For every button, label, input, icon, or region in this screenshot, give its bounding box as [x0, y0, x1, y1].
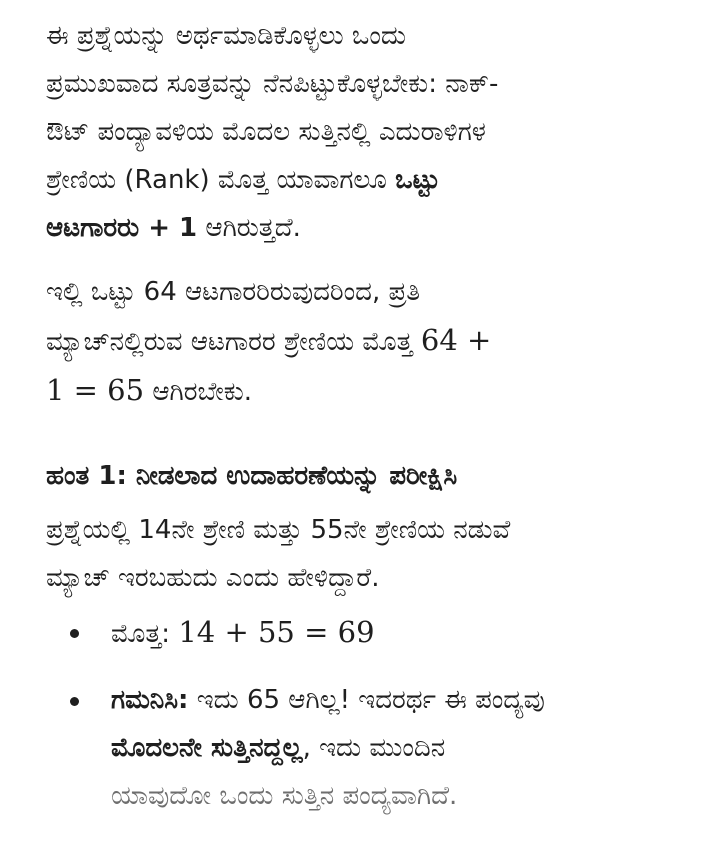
bullet-dot-icon	[70, 629, 79, 638]
intro-line-5: ಆಗಿರುತ್ತದೆ.	[197, 213, 301, 243]
step1-heading	[46, 452, 706, 500]
intro-paragraph	[46, 12, 706, 252]
intro-bold-formula: ಆಟಗಾರರು + 1	[46, 213, 198, 243]
intro-line-1: ಈ ಪ್ರಶ್ನೆಯನ್ನು ಅರ್ಥಮಾಡಿಕೊಳ್ಳಲು ಒಂದು	[46, 21, 406, 51]
intro-line-4: ಶ್ರೇಣಿಯ (Rank) ಮೊತ್ತ ಯಾವಾಗಲೂ	[46, 165, 396, 195]
list-item-sum	[46, 608, 706, 658]
total-line-1: ಇಲ್ಲಿ ಒಟ್ಟು 64 ಆಟಗಾರರಿರುವುದರಿಂದ, ಪ್ರತಿ	[46, 277, 421, 307]
intro-bold-total: ಒಟ್ಟು	[395, 165, 440, 195]
total-math-b: 1 = 65	[46, 373, 145, 407]
list-item-note	[46, 676, 706, 820]
intro-line-2: ಪ್ರಮುಖವಾದ ಸೂತ್ರವನ್ನು ನೆನಪಿಟ್ಟುಕೊಳ್ಳಬೇಕು: ನಾಕ್-	[46, 69, 499, 99]
note-bold-phrase: ಮೊದಲನೇ ಸುತ್ತಿನದ್ದಲ್ಲ	[111, 733, 303, 763]
sum-label: ಮೊತ್ತ:	[111, 619, 179, 649]
step1-line-1: ಪ್ರಶ್ನೆಯಲ್ಲಿ 14ನೇ ಶ್ರೇಣಿ ಮತ್ತು 55ನೇ ಶ್ರೇಣಿಯ ನಡುವೆ	[46, 515, 511, 545]
answer-content	[46, 12, 706, 820]
note-line-2: , ಇದು ಮುಂದಿನ	[302, 733, 446, 763]
step1-paragraph	[46, 506, 706, 602]
bullet-dot-icon	[70, 697, 79, 706]
sum-math: 14 + 55 = 69	[178, 615, 375, 649]
note-label: ಗಮನಿಸಿ:	[111, 685, 189, 715]
note-line-3: ಯಾವುದೋ ಒಂದು ಸುತ್ತಿನ ಪಂದ್ಯವಾಗಿದೆ.	[111, 781, 458, 811]
total-line-2: ಮ್ಯಾಚ್‌ನಲ್ಲಿರುವ ಆಟಗಾರರ ಶ್ರೇಣಿಯ ಮೊತ್ತ	[46, 327, 421, 357]
total-math-a: 64 +	[420, 323, 492, 357]
bullet-list	[46, 608, 706, 820]
step1-heading-text: ಹಂತ 1: ನೀಡಲಾದ ಉದಾಹರಣೆಯನ್ನು ಪರೀಕ್ಷಿಸಿ	[46, 461, 458, 491]
total-line-3: ಆಗಿರಬೇಕು.	[144, 377, 253, 407]
note-line-1: ಇದು 65 ಆಗಿಲ್ಲ! ಇದರರ್ಥ ಈ ಪಂದ್ಯವು	[188, 685, 545, 715]
intro-line-3: ಔಟ್ ಪಂದ್ಯಾವಳಿಯ ಮೊದಲ ಸುತ್ತಿನಲ್ಲಿ ಎದುರಾಳಿಗಳ	[46, 117, 486, 147]
step1-line-2: ಮ್ಯಾಚ್ ಇರಬಹುದು ಎಂದು ಹೇಳಿದ್ದಾರೆ.	[46, 563, 380, 593]
total-paragraph	[46, 268, 706, 416]
